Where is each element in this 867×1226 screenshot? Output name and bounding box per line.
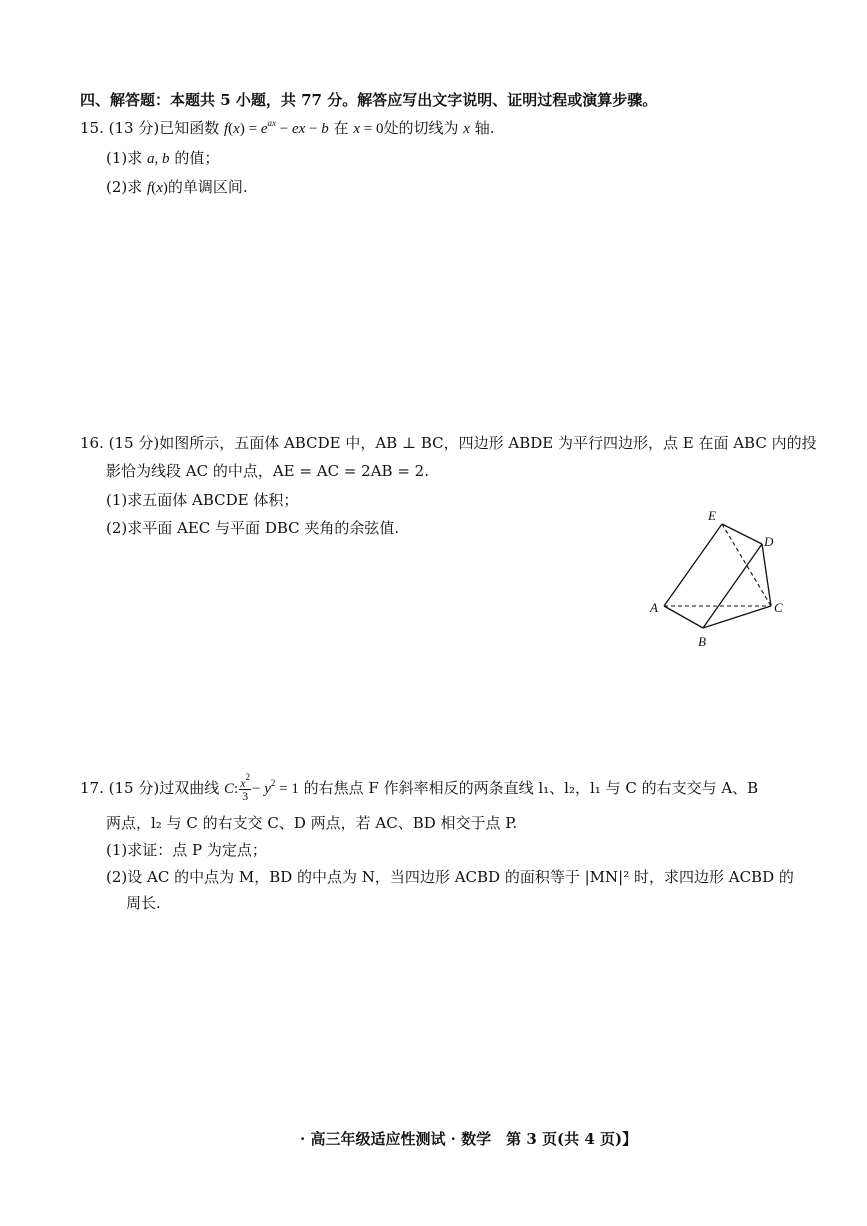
label-C: C bbox=[774, 600, 783, 615]
q16-figure-pentahedron bbox=[640, 500, 800, 660]
label-D: D bbox=[764, 534, 774, 549]
q17-hyperbola-equation: C: $\frac{x^2}{3}$ − $y^2 = 1$ bbox=[224, 772, 299, 804]
label-A: A bbox=[650, 600, 658, 615]
q15-part1: (1)求 a, b 的值； bbox=[106, 149, 220, 167]
edge-BD bbox=[703, 544, 762, 628]
q16-points: (15 分) bbox=[108, 434, 160, 452]
q16-part2: (2)求平面 AEC 与平面 DBC 夹角的余弦值. bbox=[106, 519, 400, 537]
q16-part1: (1)求五面体 ABCDE 体积； bbox=[106, 491, 299, 509]
q15-number: 15. bbox=[80, 119, 104, 137]
section-title: 四、解答题：本题共 5 小题，共 77 分。解答应写出文字说明、证明过程或演算步骤。 bbox=[80, 91, 658, 109]
edge-BC bbox=[703, 606, 771, 628]
q15-function: $f(x) = e^{ax}$ − ex − b bbox=[224, 118, 329, 137]
q17-number: 17. bbox=[80, 779, 104, 797]
q16-stem-line2: 影恰为线段 AC 的中点，AE = AC = 2AB = 2. bbox=[106, 462, 429, 480]
q17-part2-line1: (2)设 AC 的中点为 M，BD 的中点为 N，当四边形 ACBD 的面积等于 |MN|² 时，求四边形 ACBD 的 bbox=[106, 868, 794, 886]
q17-part2-line2: 周长. bbox=[126, 894, 161, 912]
edge-AB bbox=[664, 606, 703, 628]
q17-points: (15 分) bbox=[108, 779, 160, 797]
page-footer: · 高三年级适应性测试 · 数学 第 3 页(共 4 页)】 bbox=[300, 1130, 638, 1148]
label-B: B bbox=[698, 634, 706, 649]
q15-stem: 15. (13 分)已知函数 $f(x) = e^{ax}$ − ex − b 在 x = 0处的切线为 x 轴. bbox=[80, 118, 495, 137]
q17-part1: (1)求证：点 P 为定点； bbox=[106, 841, 267, 859]
q17-stem-line1: 17. (15 分)过双曲线 C: $\frac{x^2}{3}$ − $y^2 = 1$ 的右焦点 F 作斜率相反的两条直线 l₁、l₂，l₁ 与 C 的右支交与 A、B bbox=[80, 772, 759, 804]
q15-points: (13 分) bbox=[108, 119, 160, 137]
edge-ED bbox=[722, 524, 762, 544]
label-E: E bbox=[708, 508, 716, 523]
q16-number: 16. bbox=[80, 434, 104, 452]
q16-stem-line1: 16. (15 分)如图所示，五面体 ABCDE 中，AB ⊥ BC，四边形 ABDE 为平行四边形，点 E 在面 ABC 内的投 bbox=[80, 434, 817, 452]
q17-stem-line2: 两点，l₂ 与 C 的右支交 C、D 两点，若 AC、BD 相交于点 P. bbox=[106, 814, 518, 832]
edge-AE bbox=[664, 524, 722, 606]
q15-part2: (2)求 f(x)的单调区间. bbox=[106, 178, 248, 196]
edge-DC bbox=[762, 544, 771, 606]
